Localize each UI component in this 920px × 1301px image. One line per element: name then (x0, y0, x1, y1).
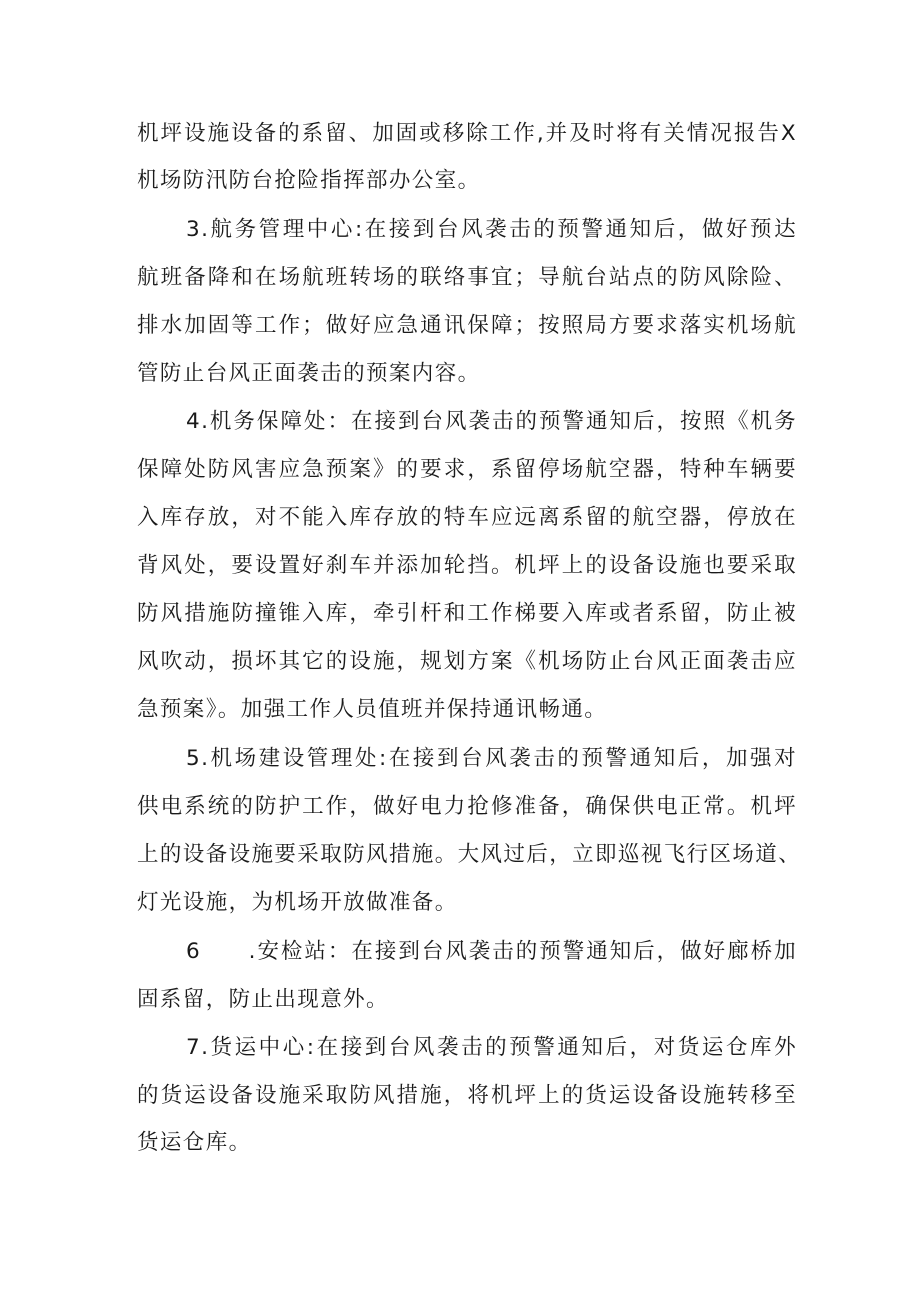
text-line: 保障处防风害应急预案》的要求，系留停场航空器，特种车辆要 (137, 457, 797, 482)
text-line: 航班备降和在场航班转场的联络事宜；导航台站点的防风除险、 (137, 265, 797, 290)
paragraph-3-heading-line: 3.航务管理中心:在接到台风袭击的预警通知后，做好预达 (186, 217, 797, 242)
text-line: 背风处，要设置好刹车并添加轮挡。机坪上的设备设施也要采取 (137, 553, 797, 578)
text-line: 机坪设施设备的系留、加固或移除工作,并及时将有关情况报告X (137, 121, 797, 146)
text-line: 固系留，防止出现意外。 (137, 987, 389, 1012)
paragraph-5-heading-line: 5.机场建设管理处:在接到台风袭击的预警通知后，加强对 (186, 746, 797, 771)
text-line: 入库存放，对不能入库存放的特车应远离系留的航空器，停放在 (137, 505, 797, 530)
text-line: 货运仓库。 (137, 1130, 252, 1155)
text-line: 排水加固等工作；做好应急通讯保障；按照局方要求落实机场航 (137, 313, 797, 338)
text-line: 急预案》。加强工作人员值班并保持通讯畅通。 (137, 697, 608, 722)
text-line: 管防止台风正面袭击的预案内容。 (137, 361, 481, 386)
text-line: 的货运设备设施采取防风措施，将机坪上的货运设备设施转移至 (137, 1083, 797, 1108)
text-line: 供电系统的防护工作，做好电力抢修准备，确保供电正常。机坪 (137, 794, 797, 819)
text-line: 防风措施防撞锥入库，牵引杆和工作梯要入库或者系留，防止被 (137, 601, 797, 626)
text-line: 机场防汛防台抢险指挥部办公室。 (137, 168, 481, 193)
paragraph-7-heading-line: 7.货运中心:在接到台风袭击的预警通知后，对货运仓库外 (186, 1035, 797, 1060)
paragraph-4-heading-line: 4.机务保障处：在接到台风袭击的预警通知后，按照《机务 (186, 409, 797, 434)
text-line: 上的设备设施要采取防风措施。大风过后，立即巡视飞行区场道、 (137, 842, 802, 867)
text-line: 灯光设施，为机场开放做准备。 (137, 890, 458, 915)
text-line: 风吹动，损坏其它的设施，规划方案《机场防止台风正面袭击应 (137, 649, 797, 674)
paragraph-6-heading-line: 6 .安检站：在接到台风袭击的预警通知后，做好廊桥加 (186, 939, 797, 964)
